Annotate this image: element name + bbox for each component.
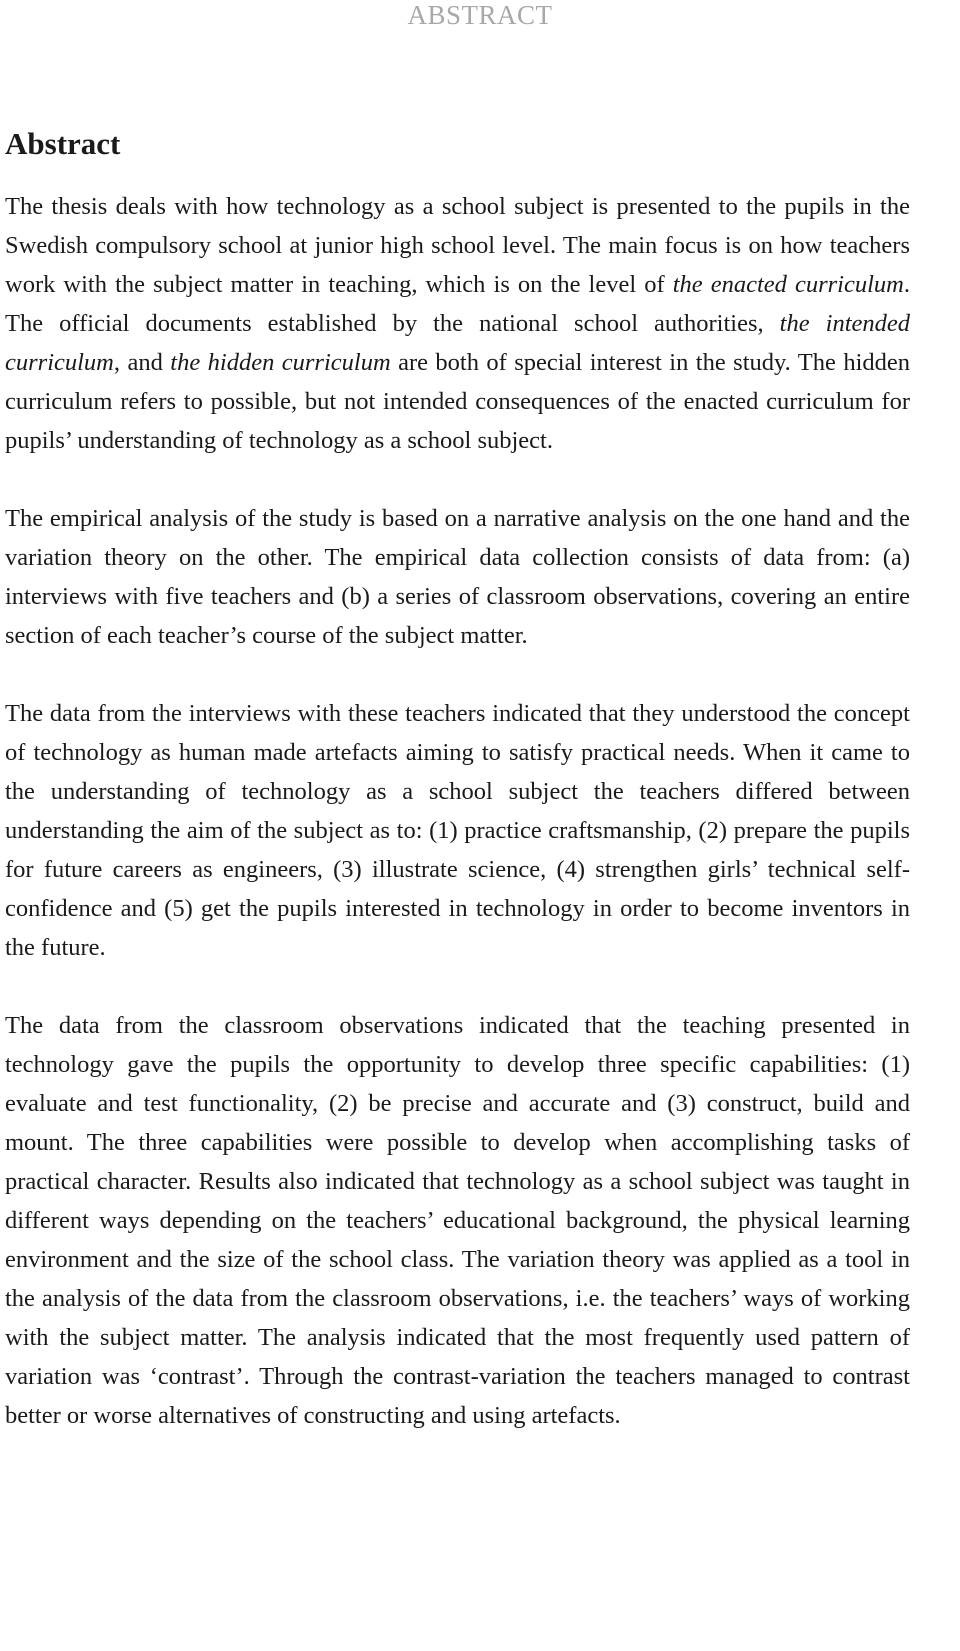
paragraph-1-text-1: The thesis deals with how technology as a school subject is presented to the pupils in the Swedish compulsory school at junior high school level. The main focus is on how teachers work with the subject matter in teaching, which is on the level of xyxy=(5,193,910,298)
paragraph-1-text-4: are both of special interest in the study. The hidden curriculum refers to possible, but not intended consequences of the enacted curriculum for pupils’ understanding of technology as a school subject. xyxy=(5,349,910,454)
running-header: ABSTRACT xyxy=(407,0,553,30)
term-hidden-curriculum: the hidden curriculum xyxy=(170,349,391,376)
paragraph-1 xyxy=(5,187,910,460)
section-heading: Abstract xyxy=(5,126,121,161)
abstract-body xyxy=(5,187,910,1435)
term-enacted-curriculum: the enacted curriculum xyxy=(672,271,904,298)
paragraph-2: The empirical analysis of the study is based on a narrative analysis on the one hand and the variation theory on the other. The empirical data collection consists of data from: (a) interviews with five teachers and (b) a series of classroom observations, covering an entire section of each teacher’s course of the subject matter. xyxy=(5,505,910,649)
paragraph-4: The data from the classroom observations indicated that the teaching presented in technology gave the pupils the opportunity to develop three specific capabilities: (1) evaluate and test functionality, (2) be precise and accurate and (3) construct, build and mount. The three capabilities were possible to develop when accomplishing tasks of practical character. Results also indicated that technology as a school subject was taught in different ways depending on the teachers’ educational background, the physical learning environment and the size of the school class. The variation theory was applied as a tool in the analysis of the data from the classroom observations, i.e. the teachers’ ways of working with the subject matter. The analysis indicated that the most frequently used pattern of variation was ‘contrast’. Through the contrast-variation the teachers managed to contrast better or worse alternatives of constructing and using artefacts. xyxy=(5,1012,910,1429)
paragraph-1-text-3: , and xyxy=(113,349,171,376)
paragraph-1-text-2: . The official documents established by the national school authorities, xyxy=(5,271,910,337)
term-intended-curriculum: the intended curriculum xyxy=(5,310,910,376)
paragraph-3: The data from the interviews with these teachers indicated that they understood the concept of technology as human made artefacts aiming to satisfy practical needs. When it came to the understanding of technology as a school subject the teachers differed between understanding the aim of the subject as to: (1) practice craftsmanship, (2) prepare the pupils for future careers as engineers, (3) illustrate science, (4) strengthen girls’ technical self-confidence and (5) get the pupils interested in technology in order to become inventors in the future. xyxy=(5,700,910,961)
